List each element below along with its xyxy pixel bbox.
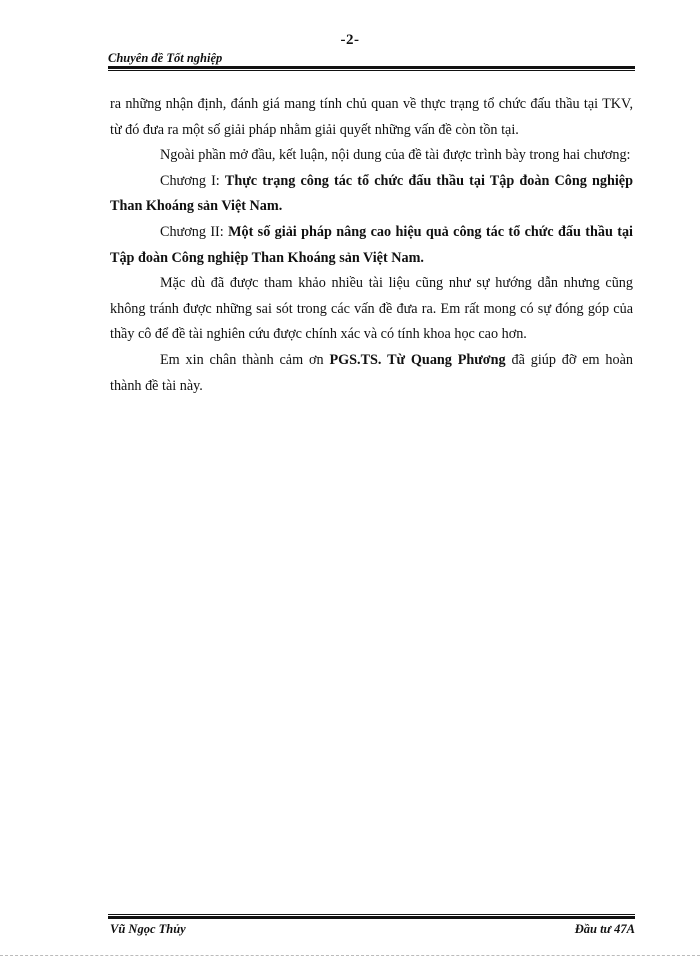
chapter-1-label: Chương I: bbox=[160, 172, 225, 189]
footer-author: Vũ Ngọc Thủy bbox=[110, 922, 186, 936]
paragraph-thanks bbox=[110, 348, 633, 399]
chapter-2-title: Một số giải pháp nâng cao hiệu quả công tác tổ chức đấu thầu tại Tập đoàn Công nghiệp Than Khoáng sản Việt Nam. bbox=[110, 223, 633, 266]
advisor-name: PGS.TS. Từ Quang Phương bbox=[329, 351, 506, 368]
paragraph-chapter-2 bbox=[110, 220, 633, 271]
paragraph-chapter-1 bbox=[110, 169, 633, 220]
page-bottom-rule bbox=[0, 955, 700, 956]
chapter-1-title: Thực trạng công tác tổ chức đấu thầu tại Tập đoàn Công nghiệp Than Khoáng sản Việt Nam. bbox=[110, 172, 633, 215]
footer-rule bbox=[108, 914, 635, 919]
paragraph-intro-continuation: ra những nhận định, đánh giá mang tính chủ quan về thực trạng tổ chức đấu thầu tại TKV, từ đó đưa ra một số giải pháp nhằm giải quyết những vấn đề còn tồn tại. bbox=[110, 96, 633, 138]
chapter-2-label: Chương II: bbox=[160, 223, 229, 240]
thanks-prefix: Em xin chân thành cảm ơn bbox=[160, 351, 330, 368]
header-rule bbox=[108, 66, 635, 71]
header-title: Chuyên đề Tốt nghiệp bbox=[108, 51, 223, 65]
footer-class: Đầu tư 47A bbox=[574, 922, 635, 936]
page-number: -2- bbox=[340, 32, 360, 48]
paragraph-acknowledgement-request: Mặc dù đã được tham khảo nhiều tài liệu cũng như sự hướng dẫn nhưng cũng không tránh được những sai sót trong các vấn đề đưa ra. Em rất mong có sự đóng góp của thầy cô để đề tài nghiên cứu được chính xác và có tính khoa học cao hơn. bbox=[110, 275, 633, 343]
paragraph-chapter-overview: Ngoài phần mở đầu, kết luận, nội dung của đề tài được trình bày trong hai chương: bbox=[160, 147, 631, 164]
document-body bbox=[110, 92, 633, 399]
thanks-suffix: đã giúp đỡ em hoàn thành đề tài này. bbox=[110, 351, 634, 394]
